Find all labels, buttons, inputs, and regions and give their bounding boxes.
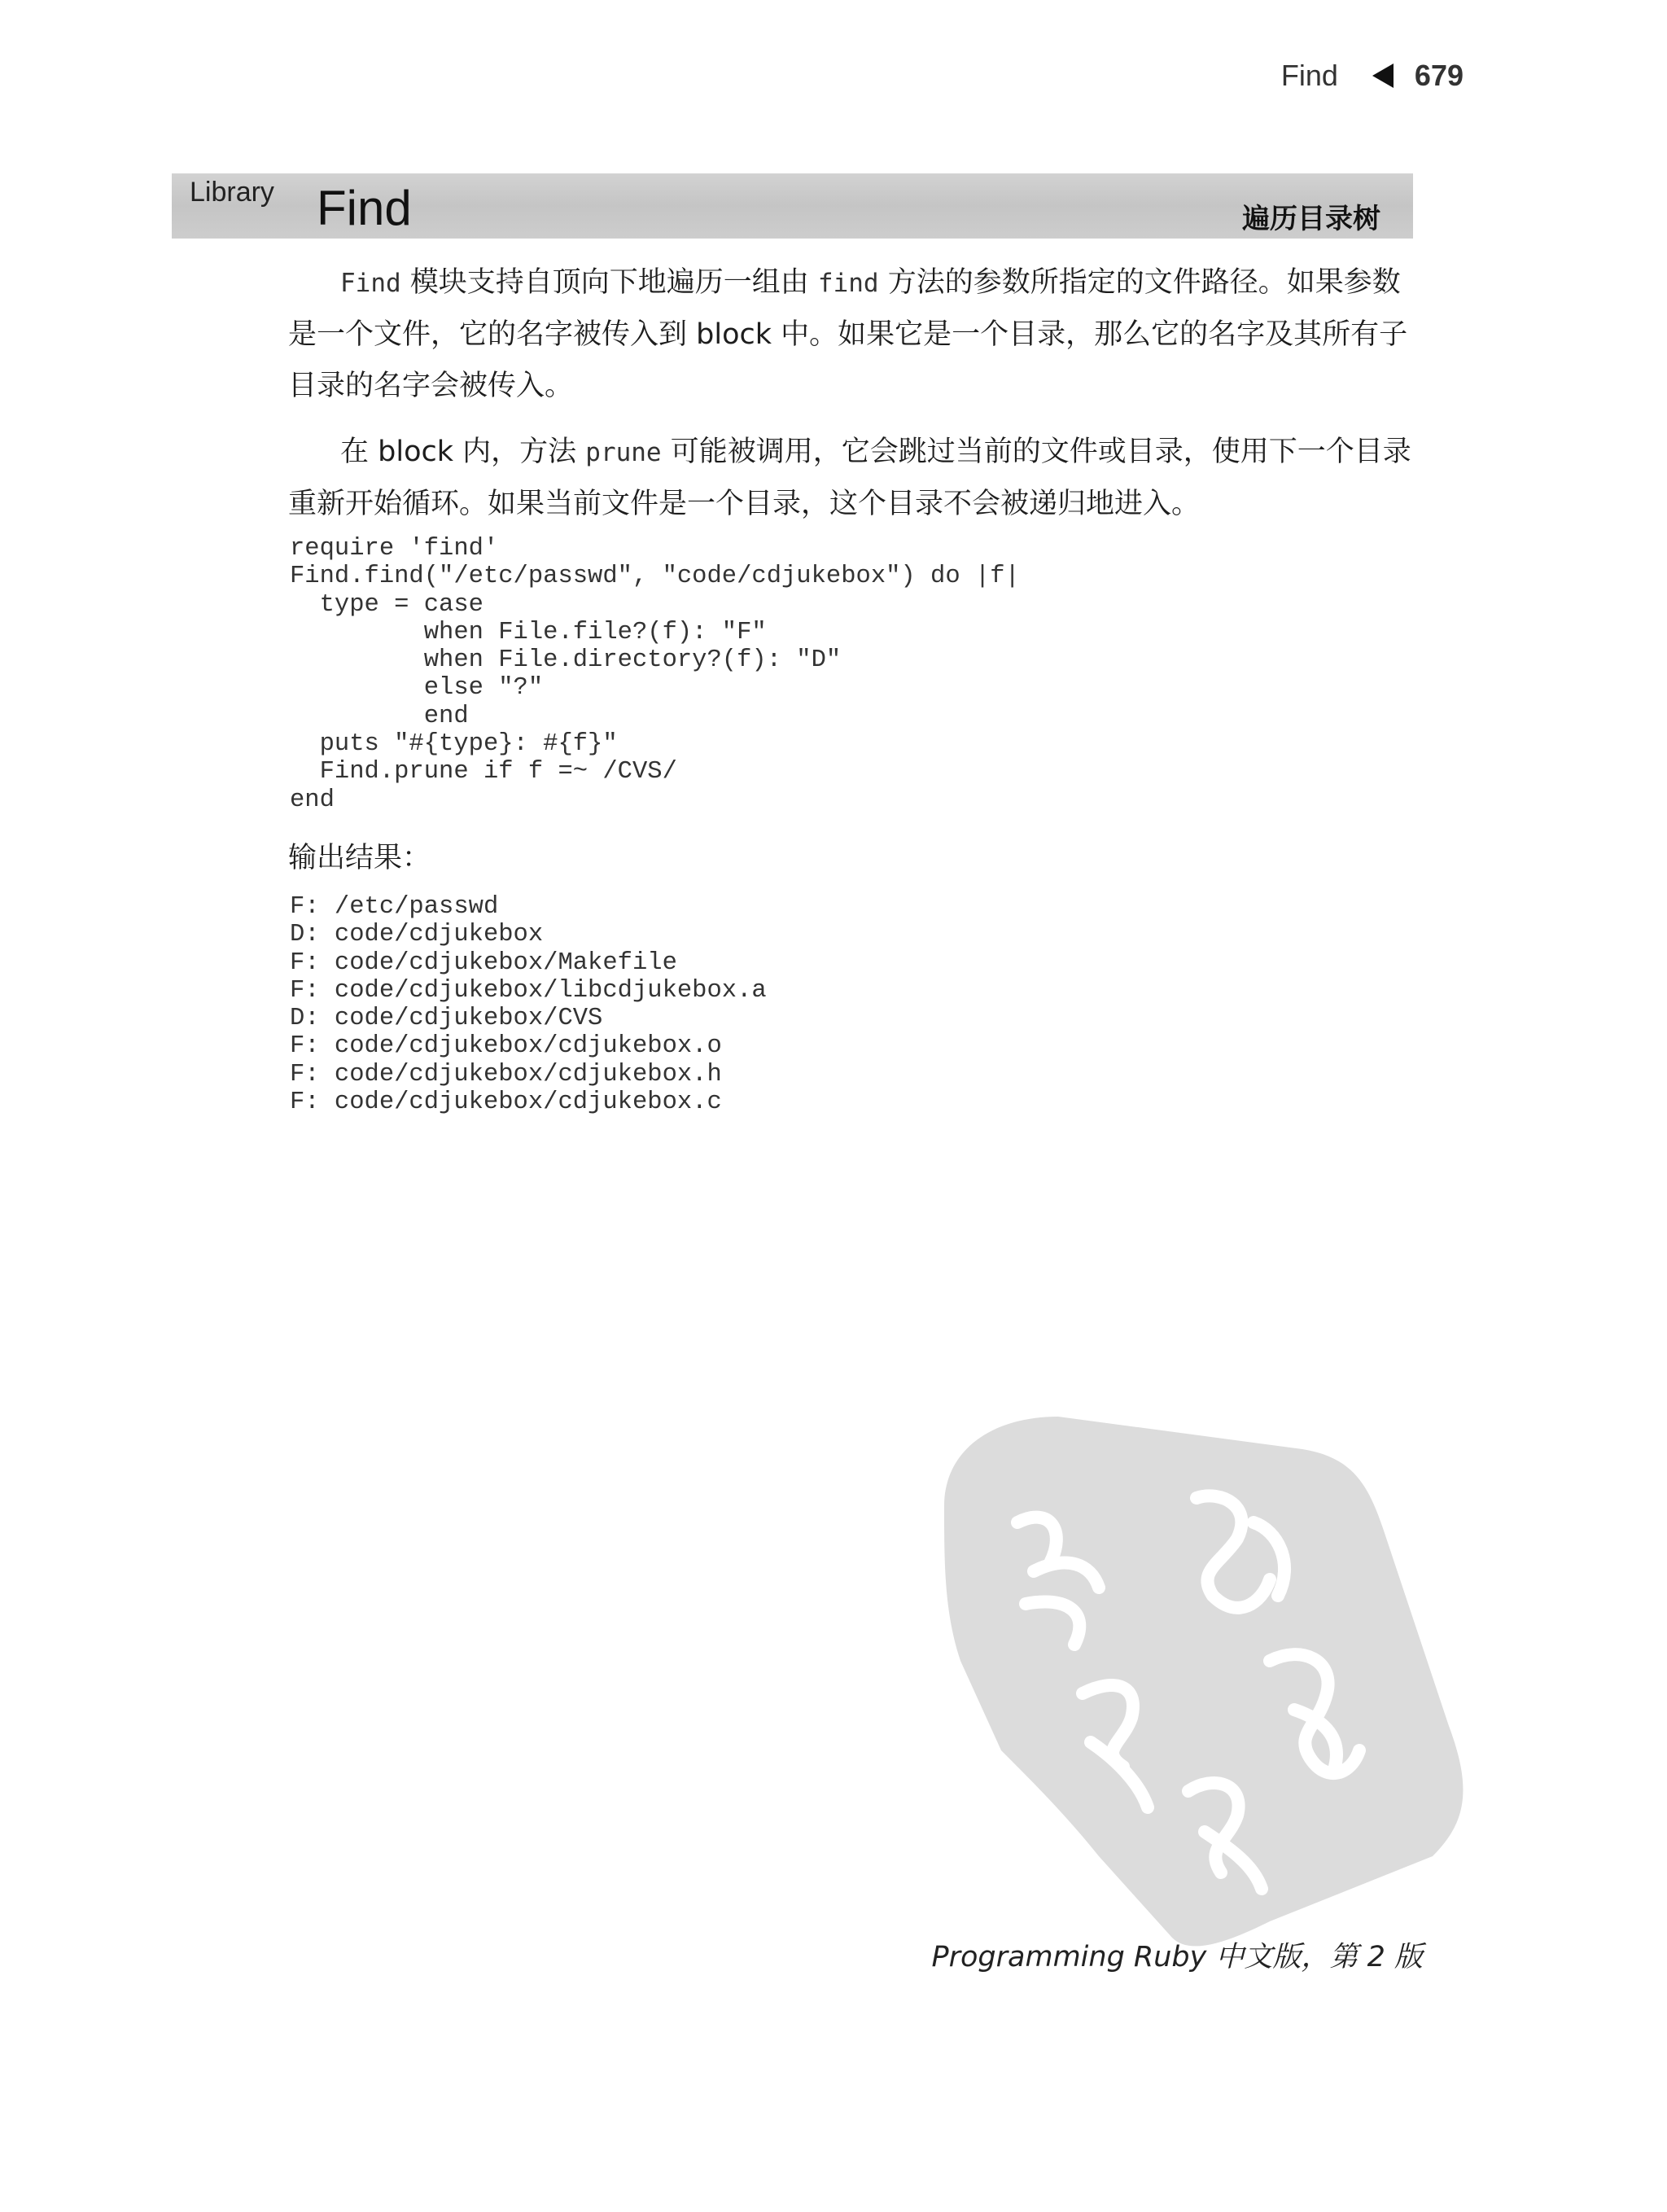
inline-code-find-method: find (817, 269, 879, 298)
paragraph-2-text-c: 可能被调用，它会跳过当前的文件或目录，使用下一个目录重新开始循环。如果当前文件是一个目录，这个目录不会被递归地进入。 (288, 436, 1411, 520)
paragraph-1-text-b: 方法的参数所指定的文件路径。如果参数是一个文件，它的名字被传入到 (288, 266, 1401, 351)
paragraph-1 (288, 257, 1413, 412)
paragraph-1-text-a: 模块支持自顶向下地遍历一组由 (400, 266, 818, 299)
output-label: 输出结果： (288, 842, 431, 874)
inline-code-prune: prune (585, 438, 662, 467)
code-line: require 'find' (290, 535, 499, 563)
code-line: end (290, 786, 335, 814)
code-line: Find.prune if f =~ /CVS/ (290, 758, 677, 786)
running-header (1281, 59, 1464, 93)
output-line: F: code/cdjukebox/cdjukebox.h (290, 1060, 722, 1088)
output-line: F: code/cdjukebox/libcdjukebox.a (290, 976, 767, 1005)
inline-code-find-module: Find (340, 269, 401, 298)
output-listing (290, 893, 767, 1116)
paragraph-1-text-c: 中。如果它是一个目录，那么它的名字及其所有子目录的名字会被传入。 (288, 318, 1408, 402)
code-line: end (290, 702, 469, 730)
page-footer: Programming Ruby 中文版，第 2 版 (931, 1941, 1423, 1973)
running-title: Find (1280, 59, 1338, 92)
code-line: when File.directory?(f): "D" (290, 646, 842, 675)
output-line: F: /etc/passwd (290, 893, 499, 921)
code-example (290, 535, 1020, 814)
output-line: D: code/cdjukebox/CVS (290, 1005, 603, 1033)
output-line: D: code/cdjukebox (290, 921, 544, 949)
library-tag: Library (190, 177, 274, 208)
code-line: type = case (290, 590, 483, 619)
output-line: F: code/cdjukebox/cdjukebox.c (290, 1088, 722, 1117)
output-line: F: code/cdjukebox/Makefile (290, 948, 677, 977)
left-triangle-icon (1372, 64, 1394, 88)
description-text (288, 257, 1413, 530)
code-line: Find.find("/etc/passwd", "code/cdjukebox") do |f| (290, 563, 1020, 591)
paragraph-2-text-a: 在 (340, 436, 378, 468)
code-line: when File.file?(f): "F" (290, 618, 767, 646)
seal-stamp-watermark (928, 1400, 1481, 1954)
output-line: F: code/cdjukebox/cdjukebox.o (290, 1032, 722, 1061)
page-number: 679 (1414, 59, 1464, 92)
keyword-block: block (696, 318, 772, 351)
paragraph-2-text-b: 内，方法 (453, 436, 586, 468)
paragraph-2 (288, 427, 1413, 530)
library-section-band (172, 173, 1413, 239)
code-line: else "?" (290, 674, 544, 703)
section-subtitle: 遍历目录树 (1242, 204, 1380, 234)
section-title: Find (317, 181, 412, 235)
keyword-block: block (378, 436, 454, 468)
code-line: puts "#{type}: #{f}" (290, 730, 618, 759)
